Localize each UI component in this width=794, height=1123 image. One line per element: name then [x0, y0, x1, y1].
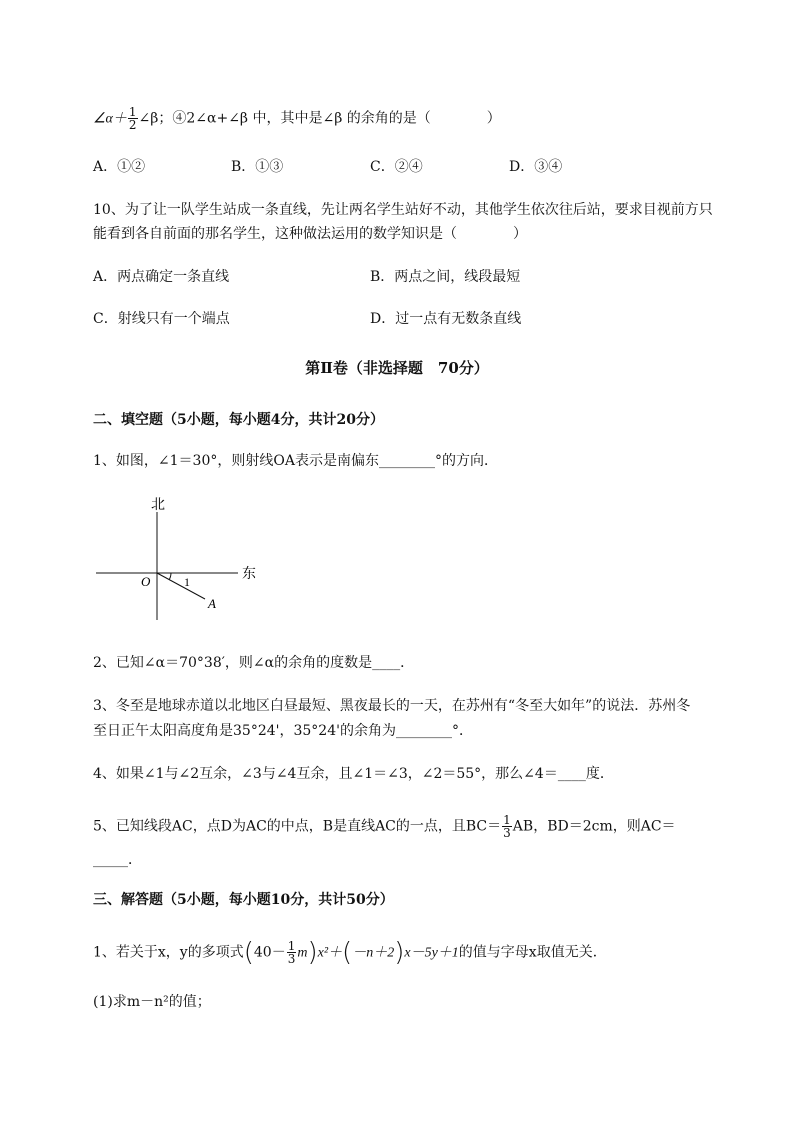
- q9-option-a: A．①②: [93, 159, 146, 175]
- q10-line1: 10、为了让一队学生站成一条直线，先让两名学生站好不动，其他学生依次往后站，要求目视前方只: [93, 202, 713, 218]
- q10-line2: 能看到各自前面的那名学生，这种做法运用的数学知识是（ ）: [93, 226, 527, 242]
- part2-title: 第Ⅱ卷（非选择题 70分）: [305, 359, 489, 377]
- angle-label: 1: [184, 575, 190, 589]
- ray-oa: [157, 573, 205, 599]
- q9-option-d: D．③④: [509, 159, 563, 175]
- solve-q1-m: m: [297, 945, 308, 961]
- solve-q1-post: 的值与字母x取值无关．: [458, 944, 607, 961]
- east-label: 东: [242, 566, 256, 582]
- fill-q2: 2、已知∠α＝70°38′，则∠α的余角的度数是____．: [93, 655, 415, 671]
- q5-frac-den: 3: [503, 826, 511, 840]
- q5-post: AB，BD＝2cm，则AC＝: [512, 818, 676, 835]
- q10-option-c: C．射线只有一个端点: [93, 311, 230, 327]
- fill-q4: 4、如果∠1与∠2互余，∠3与∠4互余，且∠1＝∠3，∠2＝55°，那么∠4＝____度．: [93, 766, 614, 782]
- q9-line: [93, 106, 501, 131]
- compass-figure: [90, 492, 270, 622]
- solve-q1-pre: 1、若关于x，y的多项式: [93, 944, 244, 961]
- paren-open: (: [243, 937, 254, 968]
- q5-pre: 5、已知线段AC，点D为AC的中点，B是直线AC的一点，且BC＝: [93, 818, 502, 835]
- fill-q3-line1: 3、冬至是地球赤道以北地区白昼最短、黑夜最长的一天，在苏州有“冬至大如年”的说法．苏州冬: [93, 698, 691, 714]
- q5-fraction: [502, 814, 512, 839]
- solve-q1-n: －n＋2: [352, 945, 395, 961]
- fill-q5-line1: [93, 814, 676, 839]
- q9-text: ∠β；④2∠α+∠β 中，其中是∠β 的余角的是（ ）: [138, 110, 501, 127]
- solve-q1-x2: x²＋: [317, 945, 343, 961]
- q9-fraction: [128, 106, 138, 131]
- solve-frac-num: 1: [287, 939, 296, 953]
- angle-arc: [169, 573, 171, 580]
- origin-label: O: [141, 574, 151, 589]
- paren-close: ): [307, 937, 318, 968]
- solve-frac-den: 3: [287, 952, 296, 966]
- solve-q1-tail: x－5y＋1: [404, 945, 459, 961]
- q10-option-a: A．两点确定一条直线: [93, 269, 230, 285]
- paren-close-2: ): [394, 937, 405, 968]
- q10-option-d: D．过一点有无数条直线: [370, 311, 522, 327]
- q9-frac-num: 1: [128, 105, 137, 119]
- paren-open-2: (: [342, 937, 353, 968]
- q9-frac-den: 2: [128, 118, 137, 132]
- q10-option-b: B．两点之间，线段最短: [370, 269, 521, 285]
- section3-heading: 三、解答题（5小题，每小题10分，共计50分）: [93, 892, 394, 908]
- q9-option-c: C．②④: [370, 159, 423, 175]
- solve-q1-a: 40－: [253, 944, 286, 961]
- point-a-label: A: [208, 596, 216, 611]
- fill-q3-line2: 至日正午太阳高度角是35°24'，35°24'的余角为________°．: [93, 723, 473, 739]
- fill-q5-line2: _____．: [93, 852, 142, 868]
- solve-sub1: (1)求m－n²的值；: [93, 994, 211, 1010]
- solve-q1: [93, 937, 607, 968]
- q9-angle-alpha: ∠α＋: [93, 111, 127, 127]
- section2-heading: 二、填空题（5小题，每小题4分，共计20分）: [93, 412, 384, 428]
- fill-q1: 1、如图，∠1＝30°，则射线OA表示是南偏东________°的方向．: [93, 453, 498, 469]
- north-label: 北: [151, 497, 165, 513]
- q5-frac-num: 1: [503, 813, 511, 827]
- q9-option-b: B．①③: [231, 159, 284, 175]
- solve-q1-fraction: [287, 940, 297, 965]
